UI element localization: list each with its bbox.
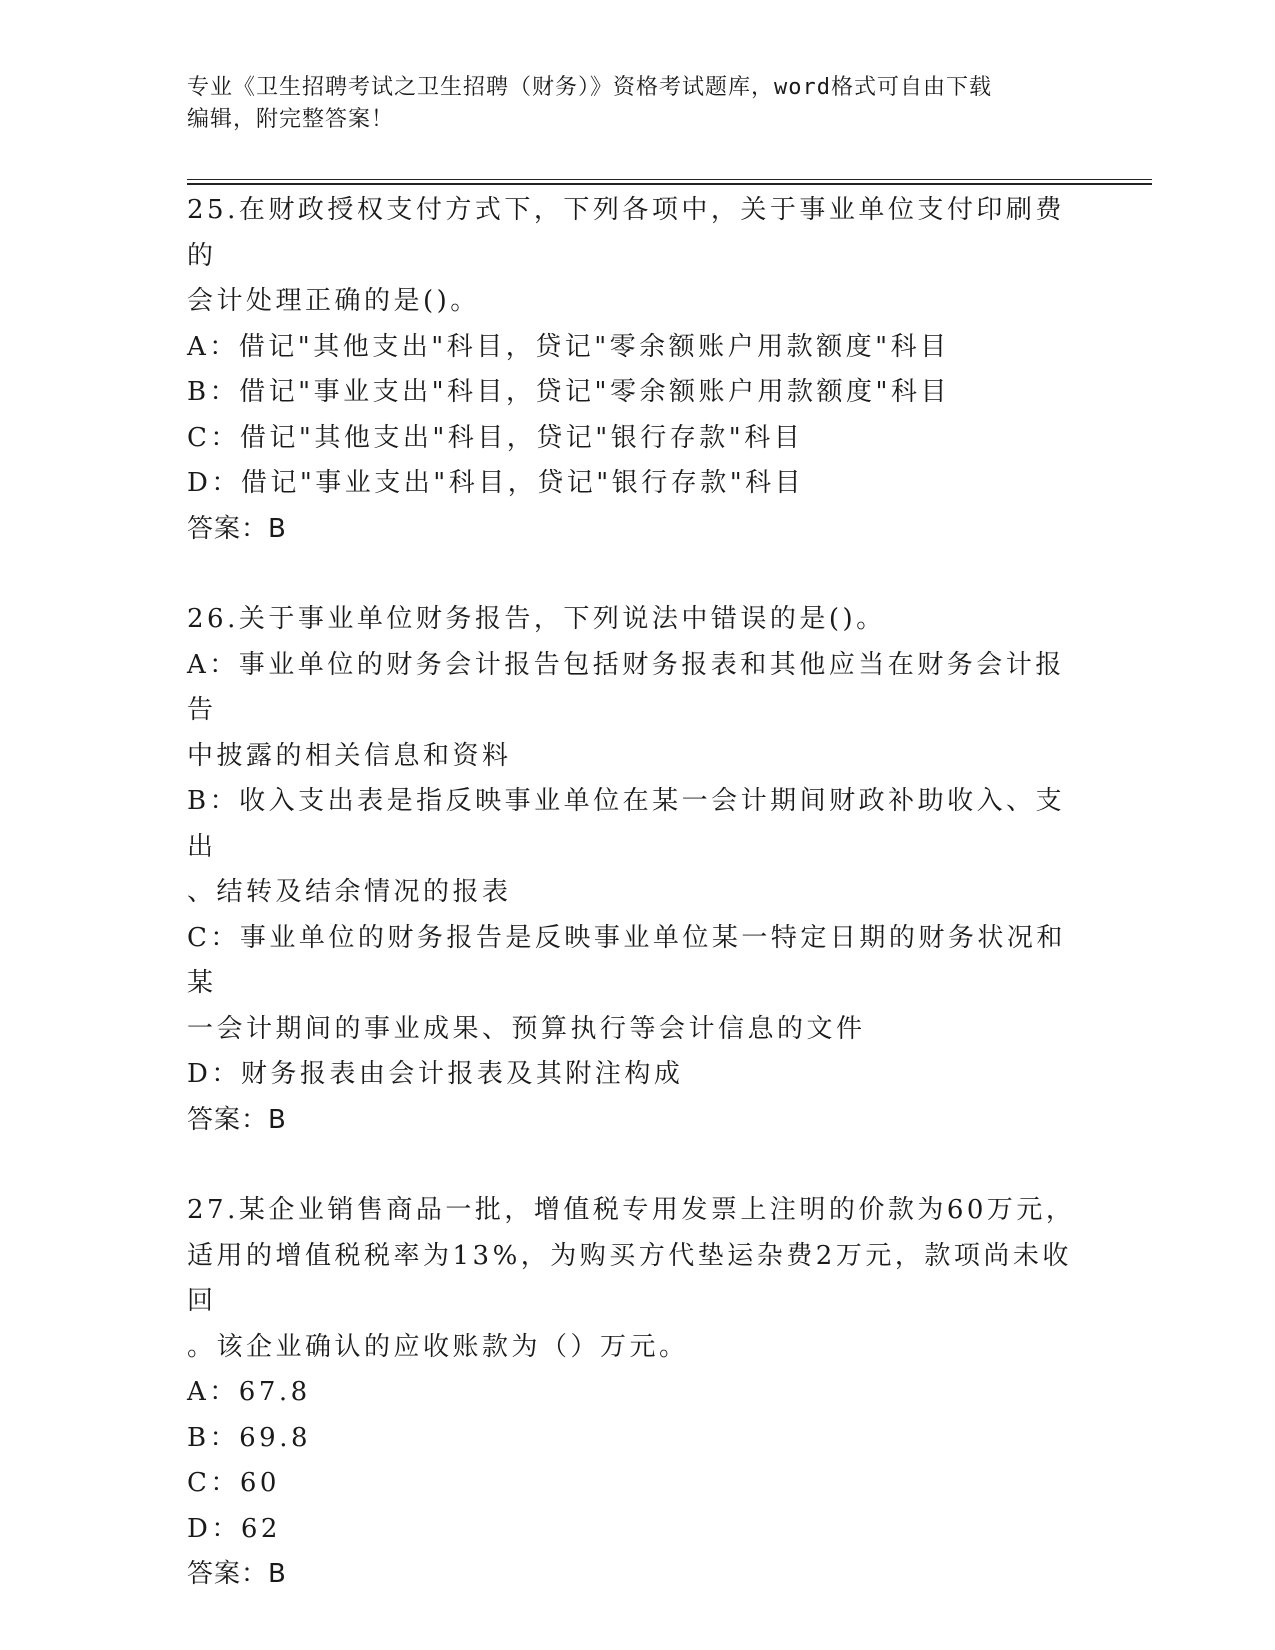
question-stem-line: 25.在财政授权支付方式下，下列各项中，关于事业单位支付印刷费的 [187,195,1065,271]
question-stem-line: 。该企业确认的应收账款为（）万元。 [187,1331,689,1362]
question-27 [187,1188,1082,1598]
option-c: C：60 [187,1468,280,1498]
option-b: B：收入支出表是指反映事业单位在某一会计期间财政补助收入、支出 [187,786,1066,862]
option-a: A：67.8 [187,1377,311,1407]
document-header [187,72,1087,136]
question-stem-line: 适用的增值税税率为13%，为购买方代垫运杂费2万元，款项尚未收回 [187,1240,1072,1316]
answer: 答案：B [187,1559,287,1589]
question-stem-line: 会计处理正确的是()。 [187,286,480,316]
header-line-1: 专业《卫生招聘考试之卫生招聘（财务）》资格考试题库，word格式可自由下载 [187,75,992,100]
option-d: D：借记"事业支出"科目，贷记"银行存款"科目 [187,468,805,498]
answer: 答案：B [187,1104,287,1135]
question-stem-line: 26.关于事业单位财务报告，下列说法中错误的是()。 [187,604,886,634]
header-divider-thin [187,179,1152,180]
option-d: D：财务报表由会计报表及其附注构成 [187,1059,684,1089]
option-d: D：62 [187,1513,281,1544]
option-b-continued: 、结转及结余情况的报表 [187,877,512,907]
question-list [187,188,1082,1598]
option-c-continued: 一会计期间的事业成果、预算执行等会计信息的文件 [187,1013,866,1044]
header-divider-thick [187,183,1152,185]
question-stem-line: 27.某企业销售商品一批，增值税专用发票上注明的价款为60万元， [187,1195,1076,1225]
option-b: B：借记"事业支出"科目，贷记"零余额账户用款额度"科目 [187,377,950,407]
header-line-2: 编辑，附完整答案！ [187,107,395,132]
option-c: C：事业单位的财务报告是反映事业单位某一特定日期的财务状况和某 [187,922,1066,998]
option-a-continued: 中披露的相关信息和资料 [187,740,512,771]
question-26 [187,597,1082,1143]
answer: 答案：B [187,513,287,544]
option-b: B：69.8 [187,1422,311,1453]
option-a: A：借记"其他支出"科目，贷记"零余额账户用款额度"科目 [187,331,950,362]
question-25 [187,188,1082,552]
option-a: A：事业单位的财务会计报告包括财务报表和其他应当在财务会计报告 [187,649,1065,725]
option-c: C：借记"其他支出"科目，贷记"银行存款"科目 [187,422,804,453]
